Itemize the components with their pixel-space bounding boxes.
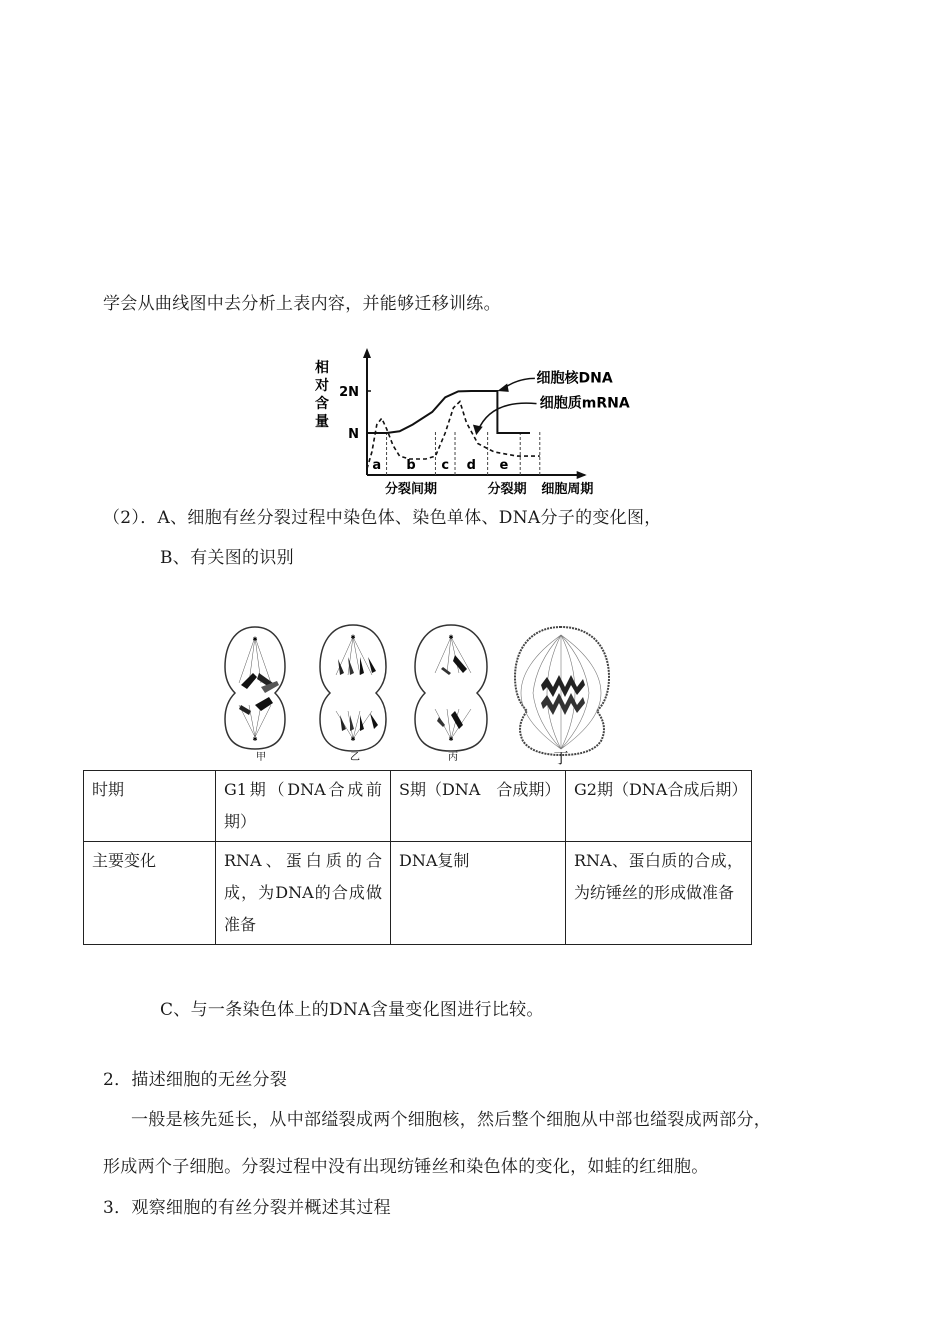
segment-label-b: b: [406, 458, 416, 473]
table-row: [84, 771, 752, 842]
table-cell: G2期（DNA合成后期）: [566, 771, 752, 842]
svg-text:✱: ✱: [252, 736, 258, 743]
series-label-mrna: 细胞质mRNA: [539, 395, 630, 412]
y-axis-label-char: 相: [315, 360, 329, 376]
table-row: [84, 842, 752, 945]
cell-jia: [225, 627, 285, 749]
item-2-a: （2）．A、细胞有丝分裂过程中染色体、染色单体、DNA分子的变化图，: [103, 508, 662, 528]
ytick-n: N: [348, 427, 359, 442]
cell-ding: [515, 627, 609, 755]
svg-text:✱: ✱: [448, 634, 454, 641]
series-arrowhead-mrna: [473, 425, 483, 436]
y-axis-label-char: 含: [315, 396, 329, 412]
y-axis-label-char: 对: [315, 378, 329, 394]
amitosis-line-1: 一般是核先延长，从中部缢裂成两个细胞核，然后整个细胞从中部也缢裂成两部分，: [131, 1110, 772, 1130]
phase-label-interphase: 分裂间期: [385, 482, 438, 495]
item-2-c: C、与一条染色体上的DNA含量变化图进行比较。: [160, 1000, 544, 1020]
heading-observe-mitosis: 3．观察细胞的有丝分裂并概述其过程: [103, 1198, 391, 1218]
x-axis-arrow: [577, 471, 587, 479]
mitosis-cells-figure: [215, 615, 615, 765]
svg-text:✱: ✱: [350, 736, 356, 743]
heading-amitosis: 2．描述细胞的无丝分裂: [103, 1070, 288, 1090]
cell-label-yi: 乙: [350, 752, 360, 763]
table-cell: 主要变化: [84, 842, 216, 945]
table-cell: RNA、蛋白质的合成，为DNA的合成做准备: [216, 842, 391, 945]
segment-label-d: d: [466, 458, 476, 473]
x-axis-label: 细胞周期: [541, 482, 594, 495]
series-line-1: [367, 402, 540, 469]
series-line-0: [367, 391, 530, 433]
segment-label-c: c: [441, 458, 450, 473]
cell-yi: [320, 625, 386, 751]
segment-label-e: e: [499, 458, 509, 473]
amitosis-line-2: 形成两个子细胞。分裂过程中没有出现纺锤丝和染色体的变化，如蛙的红细胞。: [103, 1157, 709, 1177]
phase-label-division: 分裂期: [487, 482, 527, 495]
series-arrow-mrna: [478, 403, 537, 431]
cell-label-ding: 丁: [553, 749, 569, 765]
table-cell: 时期: [84, 771, 216, 842]
table-cell: RNA、蛋白质的合成，为纺锤丝的形成做准备: [566, 842, 752, 945]
svg-text:✱: ✱: [448, 736, 454, 743]
series-label-nuclear-dna: 细胞核DNA: [536, 370, 613, 387]
cell-label-jia: 甲: [256, 752, 266, 763]
table-cell: S期（DNA 合成期）: [391, 771, 566, 842]
intro-paragraph: 学会从曲线图中去分析上表内容，并能够迁移训练。: [103, 294, 501, 314]
table-cell: DNA复制: [391, 842, 566, 945]
y-axis-arrow: [363, 348, 371, 358]
y-axis-label-char: 量: [315, 414, 329, 430]
segment-label-a: a: [372, 458, 382, 473]
cell-cycle-phase-table: [83, 770, 752, 945]
svg-text:✱: ✱: [350, 634, 356, 641]
cell-bing: [415, 625, 487, 751]
ytick-2n: 2N: [339, 385, 359, 400]
table-cell: G1期（DNA合成前期）: [216, 771, 391, 842]
cell-label-bing: 丙: [448, 752, 458, 763]
series-arrowhead-dna: [497, 383, 508, 391]
svg-text:✱: ✱: [252, 636, 258, 643]
item-2-b: B、有关图的识别: [160, 548, 294, 568]
dna-mrna-chart: [300, 340, 680, 495]
